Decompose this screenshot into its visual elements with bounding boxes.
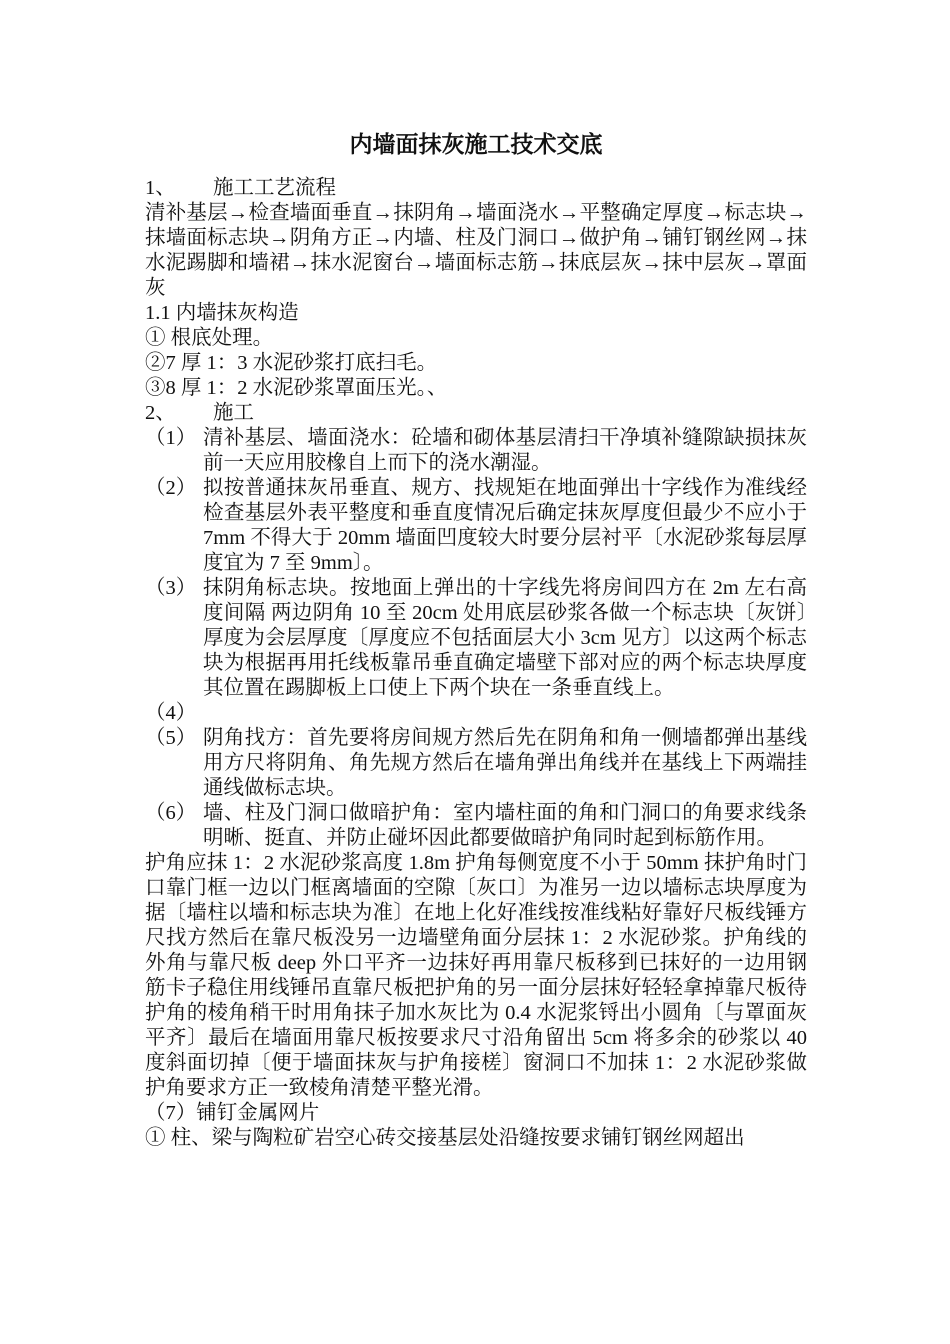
item-label: （1） — [145, 427, 197, 449]
item-label: （5） — [145, 727, 197, 749]
document-page — [145, 130, 807, 1151]
item-text: 清补基层、墙面浇水：砼墙和砌体基层清扫干净填补缝隙缺损抹灰前一天应用胶橡自上而下的浇水潮湿。 — [203, 427, 807, 474]
structure-step-2: ②7 厚 1：3 水泥砂浆打底扫毛。 — [145, 352, 438, 374]
section-2-label: 施工 — [213, 402, 254, 424]
corner-protection-paragraph: 护角应抹 1：2 水泥砂浆高度 1.8m 护角每侧宽度不小于 50mm 抹护角时门口靠门框一边以门框离墙面的空隙〔灰口〕为准另一边以墙标志块厚度为据〔墙柱以墙和标志块为准〕在地上化好准线按准线粘好靠好尺板线锤方尺找方然后在靠尺板没另一边墙壁角面分层抹 1：2 水泥砂浆。护角线的外角与靠尺板 deep 外口平齐一边抹好再用靠尺板移到已抹好的一边用钢筋卡子稳住用线锤吊直靠尺板把护角的另一面分层抹好轻轻拿掉靠尺板待护角的棱角稍干时用角抹子加水灰比为 0.4 水泥浆锊出小圆角〔与罩面灰平齐〕最后在墙面用靠尺板按要求尺寸沿角留出 5cm 将多余的砂浆以 40 度斜面切掉〔便于墙面抹灰与护角接槎〕窗洞口不加抹 1：2 水泥砂浆做护角要求方正一致棱角清楚平整光滑。 — [145, 852, 807, 1099]
structure-step-3: ③8 厚 1：2 水泥砂浆罩面压光。、 — [145, 377, 448, 399]
item-text: 阴角找方：首先要将房间规方然后先在阴角和角一侧墙都弹出基线用方尺将阴角、角先规方然后在墙角弹出角线并在基线上下两端挂通线做标志块。 — [203, 727, 807, 799]
section-2-number: 2、 — [145, 402, 176, 424]
item-label: （3） — [145, 577, 197, 599]
construction-item-2 — [145, 476, 807, 576]
item-label: （2） — [145, 477, 197, 499]
section-2-heading — [145, 401, 807, 426]
item-label: （6） — [145, 802, 197, 824]
section-1-label: 施工工艺流程 — [213, 177, 336, 199]
item-text: 拟按普通抹灰吊垂直、规方、找规矩在地面弹出十字线作为准线经检查基层外表平整度和垂直度情况后确定抹灰厚度但最少不应小于 7mm 不得大于 20mm 墙面凹度较大时要分层衬平〔水泥砂浆每层厚度宜为 7 至 9mm〕。 — [203, 477, 807, 574]
construction-item-6 — [145, 801, 807, 851]
document-title: 内墙面抹灰施工技术交底 — [349, 132, 603, 157]
structure-step-1: ① 根底处理。 — [145, 327, 274, 349]
item-text: 抹阴角标志块。按地面上弹出的十字线先将房间四方在 2m 左右高度间隔 两边阴角 10 至 20cm 处用底层砂浆各做一个标志块〔灰饼〕厚度为会层厚度〔厚度应不包括面层大小 3cm 见方〕以这两个标志块为根据再用托线板靠吊垂直确定墙壁下部对应的两个标志块厚度其位置在踢脚板上口使上下两个块在一条垂直线上。 — [203, 577, 807, 699]
metal-mesh-step-1: ① 柱、梁与陶粒矿岩空心砖交接基层处沿缝按要求铺钉钢丝网超出 — [145, 1127, 745, 1149]
construction-item-5 — [145, 726, 807, 801]
construction-item-7-heading: （7）铺钉金属网片 — [145, 1102, 320, 1124]
process-flow-text: 清补基层→检查墙面垂直→抹阴角→墙面浇水→平整确定厚度→标志块→抹墙面标志块→阴角方正→内墙、柱及门洞口→做护角→铺钉钢丝网→抹水泥踢脚和墙裙→抹水泥窗台→墙面标志筋→抹底层灰→抹中层灰→罩面灰 — [145, 202, 807, 299]
section-1-heading — [145, 176, 807, 201]
construction-item-4 — [145, 701, 807, 726]
construction-item-1 — [145, 426, 807, 476]
subsection-1-1-heading: 1.1 内墙抹灰构造 — [145, 302, 299, 324]
item-text: 墙、柱及门洞口做暗护角：室内墙柱面的角和门洞口的角要求线条明晰、挺直、并防止碰坏因此都要做暗护角同时起到标筋作用。 — [203, 802, 807, 849]
construction-item-3 — [145, 576, 807, 701]
item-label: （4） — [145, 702, 197, 724]
section-1-number: 1、 — [145, 177, 176, 199]
